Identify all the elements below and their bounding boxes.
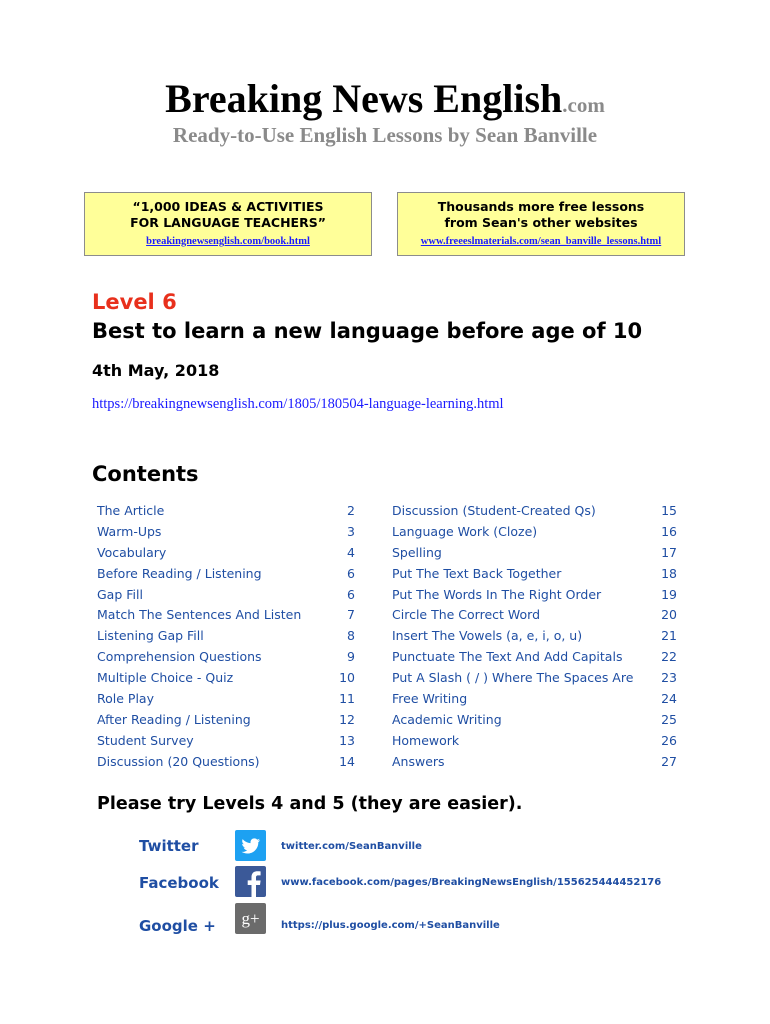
more-lessons-line2: from Sean's other websites	[444, 215, 638, 230]
contents-item-label: Warm-Ups	[97, 523, 162, 539]
contents-item-page: 6	[347, 565, 355, 581]
contents-item-page: 24	[661, 691, 677, 707]
book-promo-box	[84, 192, 372, 256]
book-promo-line1: “1,000 IDEAS & ACTIVITIES	[132, 199, 324, 214]
contents-item-label: Before Reading / Listening	[97, 565, 262, 581]
contents-item[interactable]	[392, 564, 677, 585]
contents-item-label: Multiple Choice - Quiz	[97, 670, 234, 686]
contents-item[interactable]	[97, 668, 355, 689]
contents-item-page: 17	[661, 544, 677, 560]
contents-item[interactable]	[392, 710, 677, 731]
contents-item[interactable]	[97, 543, 355, 564]
contents-item-label: Role Play	[97, 691, 154, 707]
contents-item-page: 18	[661, 565, 677, 581]
contents-item-label: Vocabulary	[97, 544, 167, 560]
contents-item-page: 25	[661, 711, 677, 727]
lesson-level: Level 6	[92, 290, 177, 314]
contents-item[interactable]	[392, 668, 677, 689]
contents-item-label: Listening Gap Fill	[97, 628, 204, 644]
site-title-suffix: .com	[562, 93, 605, 117]
contents-item[interactable]	[392, 605, 677, 626]
contents-item[interactable]	[97, 647, 355, 668]
contents-item-label: Circle The Correct Word	[392, 607, 541, 623]
contents-item-label: Academic Writing	[392, 711, 502, 727]
contents-item-page: 14	[339, 753, 355, 769]
contents-item[interactable]	[392, 522, 677, 543]
twitter-icon[interactable]	[235, 830, 266, 861]
twitter-label: Twitter	[139, 837, 199, 855]
contents-item-page: 13	[339, 732, 355, 748]
contents-item[interactable]	[97, 626, 355, 647]
contents-item[interactable]	[97, 605, 355, 626]
contents-item-page: 21	[661, 628, 677, 644]
contents-item[interactable]	[97, 710, 355, 731]
book-promo-link[interactable]: breakingnewsenglish.com/book.html	[146, 236, 310, 247]
contents-item[interactable]	[97, 522, 355, 543]
contents-item-label: Language Work (Cloze)	[392, 523, 538, 539]
contents-item-label: Answers	[392, 753, 445, 769]
contents-item-label: Put The Text Back Together	[392, 565, 562, 581]
contents-item-page: 6	[347, 586, 355, 602]
contents-item-page: 2	[347, 503, 355, 518]
contents-item[interactable]	[392, 647, 677, 668]
contents-item[interactable]	[392, 752, 677, 773]
contents-item-page: 26	[661, 732, 677, 748]
more-lessons-promo-box	[397, 192, 685, 256]
contents-item-page: 27	[661, 753, 677, 769]
contents-item[interactable]	[97, 501, 355, 522]
twitter-link[interactable]: twitter.com/SeanBanville	[281, 841, 422, 852]
google-plus-icon-glyph: g+	[241, 909, 260, 928]
contents-item[interactable]	[97, 752, 355, 773]
site-title-text: Breaking News English	[165, 76, 563, 121]
contents-item[interactable]	[97, 585, 355, 606]
contents-item-label: Put The Words In The Right Order	[392, 586, 602, 602]
more-lessons-line1: Thousands more free lessons	[437, 199, 645, 214]
contents-item-page: 23	[661, 670, 677, 686]
book-promo-line2: FOR LANGUAGE TEACHERS”	[130, 215, 326, 230]
contents-column-left	[97, 501, 355, 773]
contents-item-label: Homework	[392, 732, 460, 748]
site-subtitle: Ready-to-Use English Lessons by Sean Banville	[172, 123, 598, 147]
contents-item-page: 8	[347, 628, 355, 644]
contents-item-label: Spelling	[392, 544, 442, 560]
contents-item-label: Discussion (20 Questions)	[97, 753, 260, 769]
try-levels-note: Please try Levels 4 and 5 (they are easier).	[97, 794, 523, 814]
contents-heading: Contents	[92, 462, 199, 486]
contents-item-page: 11	[339, 691, 355, 707]
contents-item-page: 15	[661, 503, 677, 518]
contents-item-page: 12	[339, 711, 355, 727]
contents-item-label: Free Writing	[392, 691, 468, 707]
contents-item-page: 20	[661, 607, 677, 623]
contents-item[interactable]	[392, 543, 677, 564]
contents-item-label: The Article	[97, 503, 165, 518]
facebook-label: Facebook	[139, 874, 219, 892]
facebook-icon[interactable]	[235, 866, 266, 897]
contents-item-label: Match The Sentences And Listen	[97, 607, 302, 623]
facebook-link[interactable]: www.facebook.com/pages/BreakingNewsEnglish/155625444452176	[281, 877, 662, 888]
contents-item-page: 4	[347, 544, 355, 560]
contents-item[interactable]	[392, 689, 677, 710]
contents-item[interactable]	[97, 731, 355, 752]
contents-item-page: 7	[347, 607, 355, 623]
contents-item[interactable]	[97, 689, 355, 710]
contents-item-label: Student Survey	[97, 732, 194, 748]
more-lessons-link[interactable]: www.freeeslmaterials.com/sean_banville_lessons.html	[420, 236, 662, 247]
contents-item[interactable]	[392, 731, 677, 752]
contents-item-label: Comprehension Questions	[97, 649, 262, 665]
contents-item-page: 16	[661, 523, 677, 539]
contents-item-page: 3	[347, 523, 355, 539]
contents-item-label: Put A Slash ( / ) Where The Spaces Are	[392, 670, 634, 686]
contents-item-label: Gap Fill	[97, 586, 143, 602]
contents-item-page: 19	[661, 586, 677, 602]
contents-item-label: After Reading / Listening	[97, 711, 251, 727]
contents-item-page: 9	[347, 649, 355, 665]
lesson-headline: Best to learn a new language before age of 10	[92, 319, 643, 343]
contents-item-page: 22	[661, 649, 677, 665]
contents-column-right	[392, 501, 677, 773]
lesson-date: 4th May, 2018	[92, 361, 220, 380]
contents-item-label: Punctuate The Text And Add Capitals	[392, 649, 623, 665]
contents-item[interactable]	[97, 564, 355, 585]
contents-item-label: Discussion (Student-Created Qs)	[392, 503, 596, 518]
contents-item[interactable]	[392, 501, 677, 522]
google-plus-label: Google +	[139, 917, 216, 935]
google-plus-icon[interactable]	[235, 903, 266, 934]
contents-item[interactable]	[392, 585, 677, 606]
contents-item[interactable]	[392, 626, 677, 647]
contents-item-page: 10	[339, 670, 355, 686]
google-plus-link[interactable]: https://plus.google.com/+SeanBanville	[281, 920, 500, 931]
lesson-url-link[interactable]: https://breakingnewsenglish.com/1805/180504-language-learning.html	[92, 396, 504, 412]
contents-item-label: Insert The Vowels (a, e, i, o, u)	[392, 628, 583, 644]
